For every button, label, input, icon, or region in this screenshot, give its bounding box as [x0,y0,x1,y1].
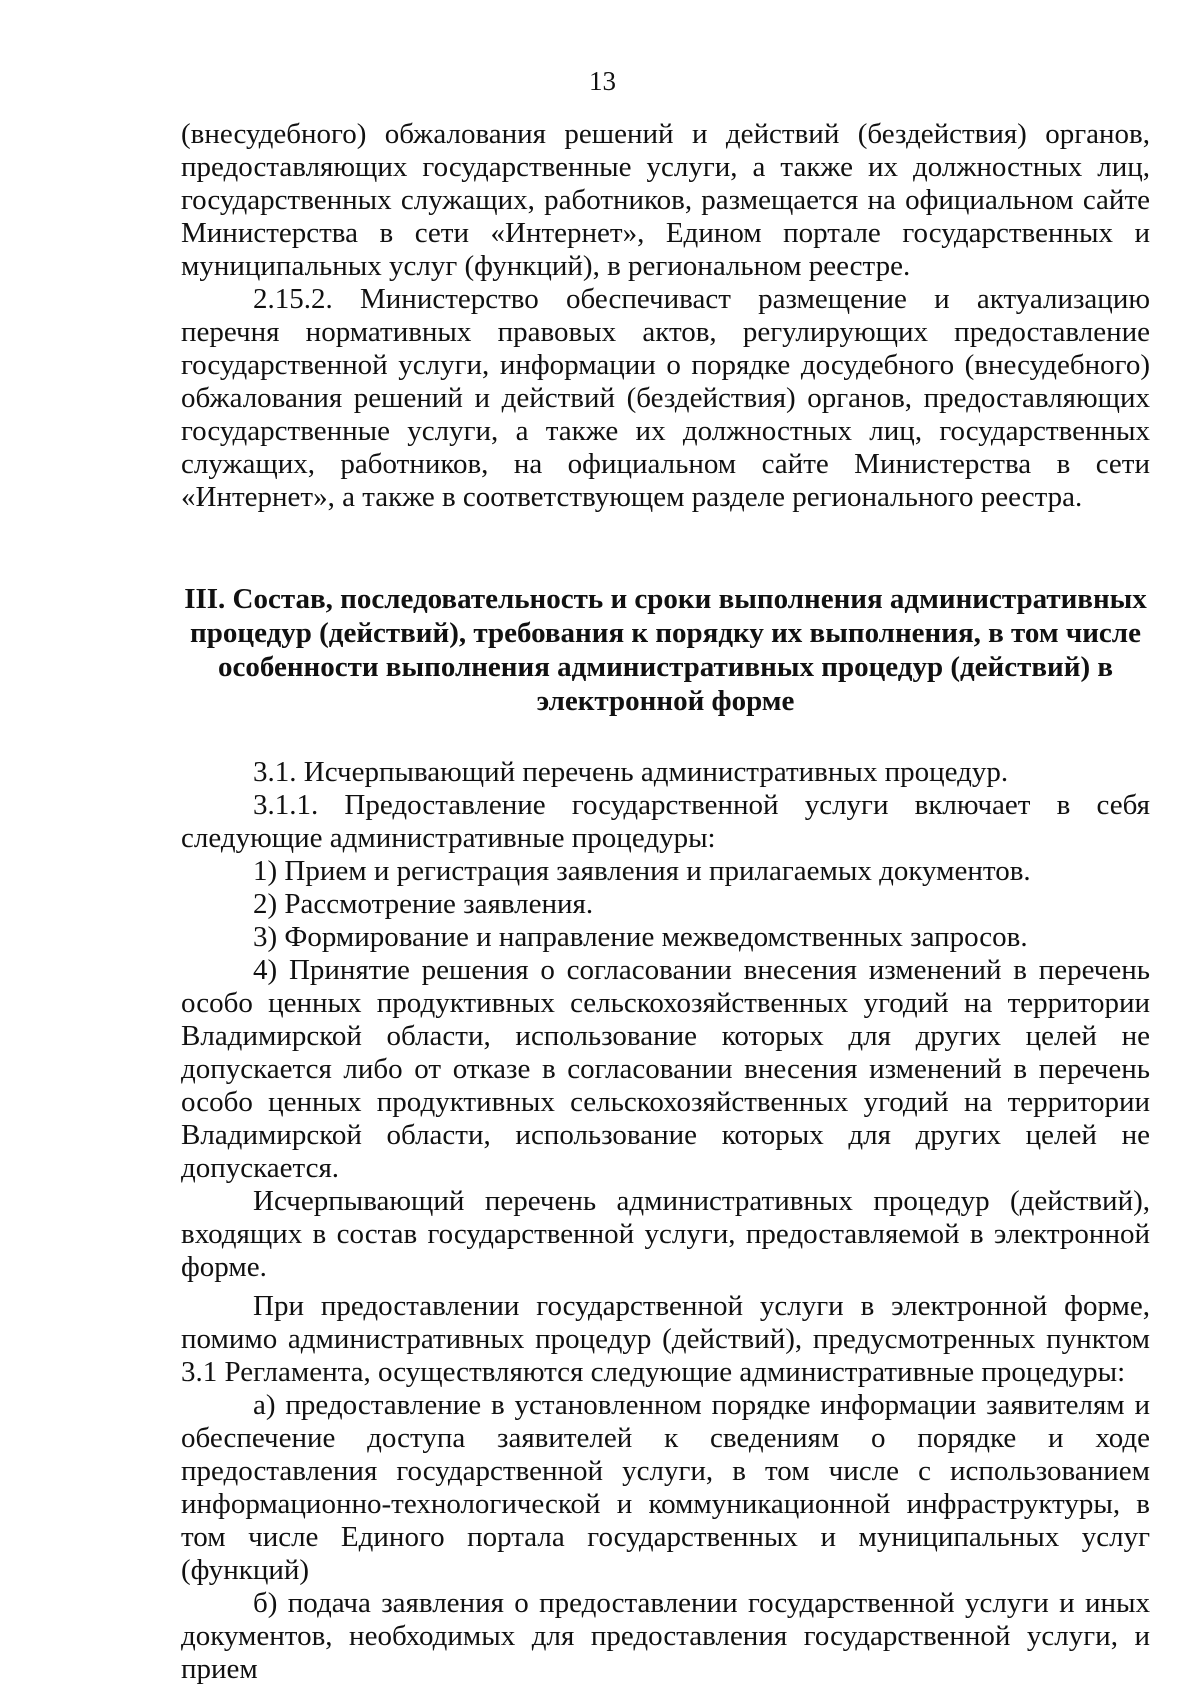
list-item: 1) Прием и регистрация заявления и прилагаемых документов. [253,855,1031,887]
paragraph: 2.15.2. Министерство обеспечиваст размещение и актуализацию перечня нормативных правовых актов, регулирующих предоставление государственной услуги, информации о порядке досудебного (внесудебного) обжалования решений и действий (бездействия) органов, предоставляющих государственные услуги, а также их должностных лиц, государственных служащих, работников, на официальном сайте Министерства в сети «Интернет», а также в соответствующем разделе регионального реестра. [181,283,1150,513]
list-item: 3) Формирование и направление межведомственных запросов. [253,921,1028,953]
list-item: 4) Принятие решения о согласовании внесения изменений в перечень особо ценных продуктивных сельскохозяйственных угодий на территории Владимирской области, использование которых для других целей не допускается либо от отказе в согласовании внесения изменений в перечень особо ценных продуктивных сельскохозяйственных угодий на территории Владимирской области, использование которых для других целей не допускается. [181,954,1150,1184]
section-heading-block [181,582,1150,718]
list-item: 2) Рассмотрение заявления. [253,888,594,920]
document-body [181,118,1150,1686]
paragraph: 3.1. Исчерпывающий перечень административных процедур. [253,756,1009,788]
paragraph: При предоставлении государственной услуги в электронной форме, помимо административных процедур (действий), предусмотренных пунктом 3.1 Регламента, осуществляются следующие административные процедуры: [181,1290,1150,1388]
list-item: б) подача заявления о предоставлении государственной услуги и иных документов, необходимых для предоставления государственной услуги, и прием [181,1587,1150,1685]
paragraph: 3.1.1. Предоставление государственной услуги включает в себя следующие административные процедуры: [181,789,1150,854]
paragraph: Исчерпывающий перечень административных процедур (действий), входящих в состав государственной услуги, предоставляемой в электронной форме. [181,1185,1150,1283]
section-heading: III. Состав, последовательность и сроки выполнения административных процедур (действий), требования к порядку их выполнения, в том числе особенности выполнения административных процедур (действий) в электронной форме [184,583,1147,717]
page-number: 13 [589,66,616,96]
list-item: а) предоставление в установленном порядке информации заявителям и обеспечение доступа заявителей к сведениям о порядке и ходе предоставления государственной услуги, в том числе с использованием информационно-технологической и коммуникационной инфраструктуры, в том числе Единого портала государственных и муниципальных услуг (функций) [181,1389,1150,1586]
paragraph: (внесудебного) обжалования решений и действий (бездействия) органов, предоставляющих государственные услуги, а также их должностных лиц, государственных служащих, работников, размещается на официальном сайте Министерства в сети «Интернет», Едином портале государственных и муниципальных услуг (функций), в региональном реестре. [181,118,1150,282]
